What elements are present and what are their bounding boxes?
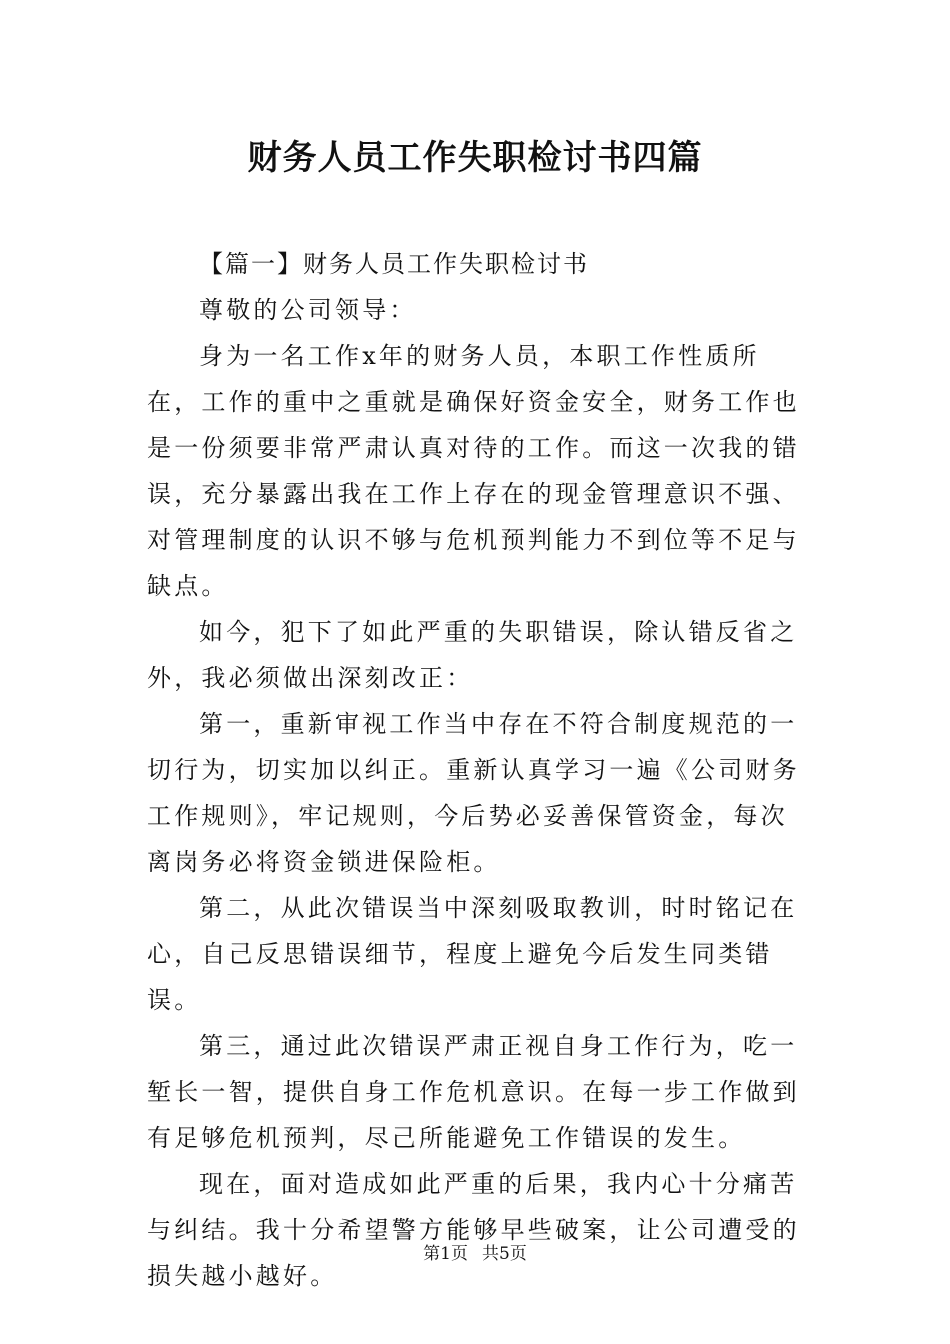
document-title: 财务人员工作失职检讨书四篇	[247, 138, 703, 178]
paragraph-5: 第三，通过此次错误严肃正视自身工作行为，吃一堑长一智，提供自身工作危机意识。在每一步工作做到有足够危机预判，尽己所能避免工作错误的发生。	[147, 1032, 800, 1152]
paragraph-2: 如今，犯下了如此严重的失职错误，除认错反省之外，我必须做出深刻改正：	[147, 618, 798, 692]
document-body	[147, 241, 809, 1299]
section-heading: 【篇一】财务人员工作失职检讨书	[199, 250, 589, 278]
salutation: 尊敬的公司领导：	[199, 296, 417, 324]
paragraph-3: 第一，重新审视工作当中存在不符合制度规范的一切行为，切实加以纠正。重新认真学习一遍《公司财务工作规则》，牢记规则，今后势必妥善保管资金，每次离岗务必将资金锁进保险柜。	[147, 710, 800, 876]
paragraph-6: 现在，面对造成如此严重的后果，我内心十分痛苦与纠结。我十分希望警方能够早些破案，让公司遭受的损失越小越好。	[147, 1170, 800, 1290]
page-footer	[0, 1242, 950, 1266]
paragraph-4: 第二，从此次错误当中深刻吸取教训，时时铭记在心，自己反思错误细节，程度上避免今后发生同类错误。	[147, 894, 798, 1014]
page-number: 第1页	[423, 1244, 468, 1264]
page-total: 共5页	[482, 1244, 527, 1264]
paragraph-1: 身为一名工作x年的财务人员，本职工作性质所在，工作的重中之重就是确保好资金安全，财务工作也是一份须要非常严肃认真对待的工作。而这一次我的错误，充分暴露出我在工作上存在的现金管理意识不强、对管理制度的认识不够与危机预判能力不到位等不足与缺点。	[147, 342, 800, 600]
